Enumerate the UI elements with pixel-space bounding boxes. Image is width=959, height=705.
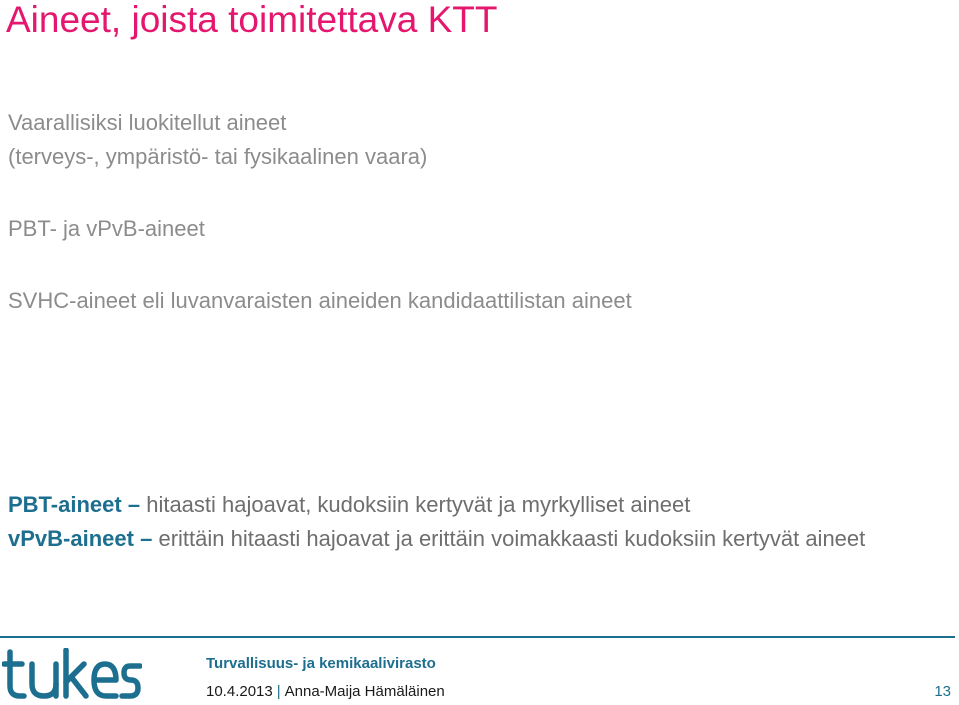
definitions [8,488,908,556]
footer-divider [0,636,955,638]
bullet-item: Vaarallisiksi luokitellut aineet [8,110,287,135]
definition-dash: – [140,526,153,551]
footer-author: Anna-Maija Hämäläinen [284,683,445,700]
definition-text: erittäin hitaasti hajoavat ja erittäin voimakkaasti kudoksiin kertyvät aineet [158,526,866,551]
definition-vpvb [8,522,908,556]
bullet-item: (terveys-, ympäristö- tai fysikaalinen vaara) [8,144,428,169]
definition-pbt [8,488,908,522]
definition-text: hitaasti hajoavat, kudoksiin kertyvät ja myrkylliset aineet [146,492,691,517]
bullet-item: PBT- ja vPvB-aineet [8,216,205,241]
footer-separator: | [276,683,281,700]
definition-dash: – [127,492,141,517]
tukes-logo [2,648,142,700]
organization-name: Turvallisuus- ja kemikaalivirasto [206,655,436,672]
logo-text: tukes [2,648,5,649]
slide-title: Aineet, joista toimitettava KTT [6,0,498,40]
bullet-item: SVHC-aineet eli luvanvaraisten aineiden kandidaattilistan aineet [8,288,632,313]
footer-meta [206,683,445,700]
definition-term: PBT-aineet [8,492,122,517]
definition-term: vPvB-aineet [8,526,134,551]
page-number: 13 [934,683,951,700]
footer-date: 10.4.2013 [206,683,273,700]
bullet-list [8,106,632,318]
